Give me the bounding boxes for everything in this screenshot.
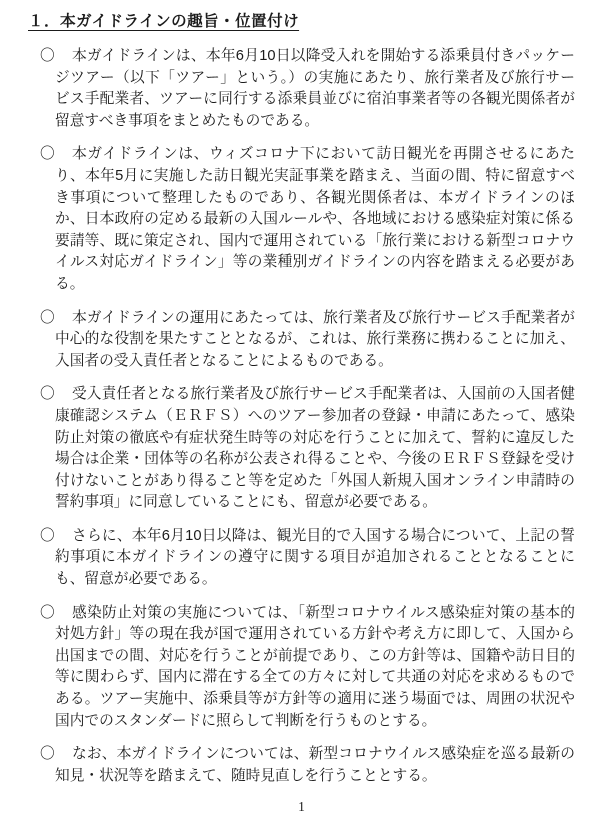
page-number: 1 (298, 799, 305, 815)
circle-bullet-marker: 〇 (40, 146, 55, 163)
paragraph-text: 本ガイドラインは、ウィズコロナ下において訪日観光を再開させるにあたり、本年5月に実施した訪日観光実証事業を踏まえ、当面の間、特に留意すべき事項について整理したものであり、各観光関係者は、本ガイドラインのほか、日本政府の定める最新の入国ルールや、各地域における感染症対策に係る要請等、既に策定され、国内で運用されている「旅行業における新型コロナウイルス対応ガイドライン」等の業種別ガイドラインの内容を踏まえる必要がある。 (55, 146, 575, 292)
circle-bullet-marker: 〇 (40, 386, 55, 403)
guideline-paragraph-2 (40, 144, 575, 295)
paragraph-text: さらに、本年6月10日以降は、観光目的で入国する場合について、上記の誓約事項に本ガイドラインの遵守に関する項目が追加されることとなることにも、留意が必要である。 (55, 527, 575, 588)
page-title: １．本ガイドラインの趣旨・位置付け (28, 13, 300, 30)
circle-bullet-marker: 〇 (40, 309, 55, 326)
guideline-paragraph-3 (40, 308, 575, 373)
paragraph-text: なお、本ガイドラインについては、新型コロナウイルス感染症を巡る最新の知見・状況等を踏まえて、随時見直しを行うこととする。 (55, 746, 575, 784)
paragraph-text: 本ガイドラインは、本年6月10日以降受入れを開始する添乗員付きパッケージツアー（以下「ツアー」という。）の実施にあたり、旅行業者及び旅行サービス手配業者、ツアーに同行する添乗員並びに宿泊事業者等の各観光関係者が留意すべき事項をまとめたものである。 (55, 48, 575, 129)
guideline-paragraph-5 (40, 526, 575, 591)
paragraph-text: 感染防止対策の実施については、「新型コロナウイルス感染症対策の基本的対処方針」等の現在我が国で運用されている方針や考え方に即して、入国から出国までの間、対応を行うことが前提であり、この方針等は、国籍や訪日目的等に関わらず、国内に滞在する全ての方々に対して共通の対応を求めるものである。ツアー実施中、添乗員等が方針等の適用に迷う場面では、周囲の状況や国内でのスタンダードに照らして判断を行うものとする。 (55, 604, 575, 729)
guideline-paragraph-6 (40, 603, 575, 733)
guideline-paragraph-7 (40, 744, 575, 787)
paragraph-text: 受入責任者となる旅行業者及び旅行サービス手配業者は、入国前の入国者健康確認システム（ＥＲＦＳ）へのツアー参加者の登録・申請にあたって、感染防止対策の徹底や有症状発生時等の対応を行うことに加えて、誓約に違反した場合は企業・団体等の名称が公表され得ることや、今後のＥＲＦＳ登録を受け付けないことがあり得ること等を定めた「外国人新規入国オンライン申請時の誓約事項」に同意していることにも、留意が必要である。 (55, 386, 575, 511)
paragraph-text: 本ガイドラインの運用にあたっては、旅行業者及び旅行サービス手配業者が中心的な役割を果たすこととなるが、これは、旅行業務に携わることに加え、入国者の受入責任者となることによるものである。 (55, 309, 575, 369)
guideline-paragraph-4 (40, 384, 575, 514)
guideline-paragraph-1 (40, 46, 575, 132)
circle-bullet-marker: 〇 (40, 604, 55, 621)
circle-bullet-marker: 〇 (40, 48, 55, 64)
circle-bullet-marker: 〇 (40, 527, 55, 544)
circle-bullet-marker: 〇 (40, 746, 55, 763)
